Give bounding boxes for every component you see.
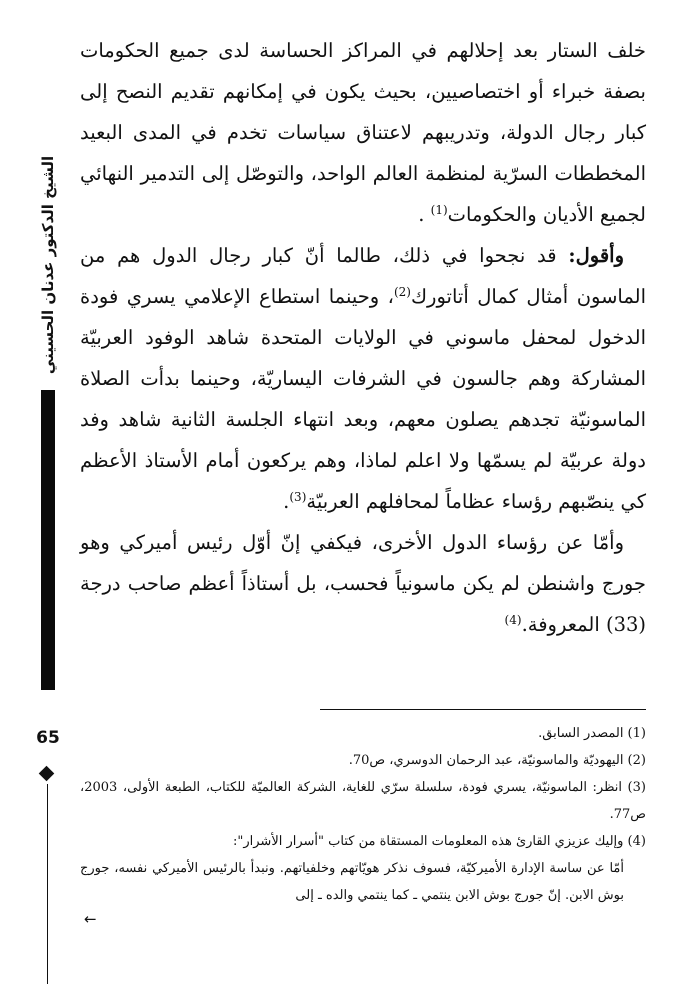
paragraph-2-lead: وأقول: (568, 244, 624, 267)
footnotes (80, 720, 646, 909)
footnote-ref-2: (2) (393, 285, 411, 299)
diamond-ornament-icon (39, 766, 55, 782)
paragraph-1: خلف الستار بعد إحلالهم في المراكز الحساسة لدى جميع الحكومات بصفة خبراء أو اختصاصيين، بحيث يكون في إمكانهم تقديم النصح إلى كبار رجال الدولة، وتدريبهم لاعتناق سياسات تخدم في المدى البعيد المخططات السرّية لمنظمة العالم الواحد، والتوصّل إلى التدمير النهائي لجميع الأديان والحكومات$^{(1)}$ . (80, 39, 646, 226)
footnote-ref-1: (1) (430, 203, 448, 217)
footnote-ref-3: (3) (289, 490, 307, 504)
thumb-tab-bar (41, 390, 55, 690)
footnote-2: (2) اليهوديّة والماسونيّة، عبد الرحمان الدوسري، ص70. (348, 753, 646, 768)
main-text (80, 30, 646, 645)
footnote-divider (320, 709, 646, 710)
footnote-3: (3) انظر: الماسونيّة، يسري فودة، سلسلة سرّي للغاية، الشركة العالميّة للكتاب، الطبعة الأولى، 2003، ص77. (80, 780, 646, 822)
continue-arrow-icon: ← (84, 910, 97, 928)
side-rule (47, 784, 48, 984)
footnote-4-continuation: أمّا عن ساسة الإدارة الأميركيّة، فسوف نذكر هويّاتهم وخلفياتهم. ونبدأ بالرئيس الأميركي نفسه، جورج بوش الابن. إنّ جورج بوش الابن ينتمي ـ كما ينتمي والده ـ إلى (80, 861, 624, 903)
side-margin (30, 0, 66, 990)
footnote-1: (1) المصدر السابق. (538, 726, 646, 741)
page-number: 65 (36, 728, 60, 748)
footnote-4: (4) وإليك عزيزي القارئ هذه المعلومات المستقاة من كتاب "أسرار الأشرار": (233, 834, 646, 849)
footnote-ref-4: (4) (504, 613, 522, 627)
paragraph-3: وأمّا عن رؤساء الدول الأخرى، فيكفي إنّ أوّل رئيس أميركي وهو جورج واشنطن لم يكن ماسونياً فحسب، بل أستاذاً أعظم صاحب درجة (33) المعروفة.$^{(4)}$ (80, 531, 646, 636)
paragraph-2: وأقول: قد نجحوا في ذلك، طالما أنّ كبار رجال الدول هم من الماسون أمثال كمال أتاتورك$^{(2)}$، وحينما استطاع الإعلامي يسري فودة الدخول لمحفل ماسوني في الولايات المتحدة شاهد الوفود العربيّة المشاركة وهم جالسون في الشرفات اليساريّة، وحينما بدأت الصلاة الماسونيّة تجدهم يصلون معهم، وبعد انتهاء الجلسة الثانية شاهد وفد دولة عربيّة لم يسمّها ولا اعلم لماذا، وهم يركعون أمام الأستاذ الأعظم كي ينصّبهم رؤساء عظاماً لمحافلهم العربيّة$^{(3)}$. (80, 244, 647, 513)
running-header (30, 155, 66, 375)
author-name: الشيخ الدكتور عدنان الحسيني (39, 155, 57, 375)
